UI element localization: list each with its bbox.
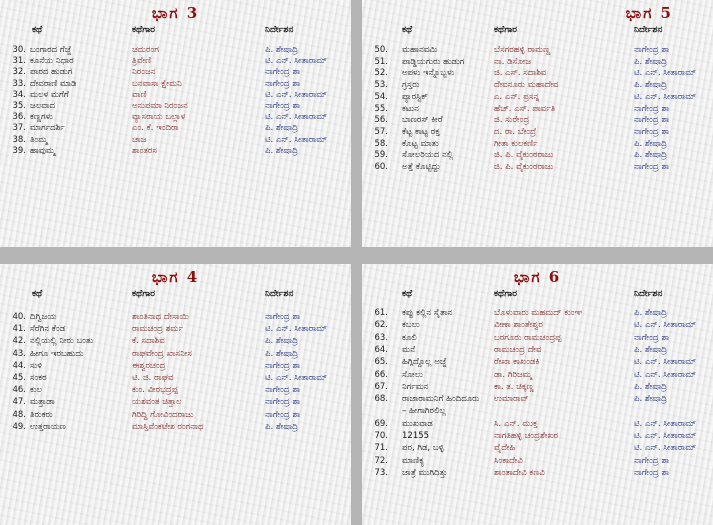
table-row bbox=[362, 103, 713, 115]
row-number: 64. bbox=[374, 344, 388, 355]
row-number: 52. bbox=[374, 68, 388, 79]
story-director: ಪಿ. ಶೇಷಾದ್ರಿ bbox=[634, 56, 667, 67]
story-title: ಸೋಲು bbox=[402, 369, 423, 380]
row-number: 38. bbox=[12, 134, 26, 145]
story-director: ಟಿ. ಎನ್. ಸೀತಾರಾಮ್ bbox=[634, 320, 697, 331]
story-writer: ಚದುರಂಗ bbox=[132, 45, 159, 55]
table-row bbox=[362, 467, 713, 479]
story-title: ಅತ್ತೆ ಕೊಟ್ಟಿದ್ದು bbox=[402, 162, 441, 172]
row-number: 41. bbox=[12, 324, 26, 335]
story-title: ಸೋಲರಿಯದ ನಲ್ಲಿ bbox=[402, 150, 454, 161]
row-number: 39. bbox=[12, 145, 26, 156]
table-row bbox=[362, 332, 713, 344]
table-row bbox=[362, 405, 713, 417]
story-director: ಟಿ. ಎನ್. ಸೀತಾರಾಮ್ bbox=[265, 112, 328, 123]
table-row bbox=[362, 44, 713, 56]
story-writer: ವೀಣಾ ಶಾಂತೇಶ್ವರ bbox=[494, 320, 543, 331]
row-number: 45. bbox=[12, 373, 26, 383]
panel-title: ಭಾಗ 5 bbox=[625, 4, 673, 22]
story-director: ನಾಗೇಂದ್ರ ಶಾ bbox=[634, 126, 670, 137]
story-title: ಕೆಟ್ಟ ಕಾಟ್ಟ ರಕ್ತ bbox=[402, 126, 440, 137]
row-number: 61. bbox=[374, 308, 388, 318]
story-director: ನಾಗೇಂದ್ರ ಶಾ bbox=[634, 103, 670, 114]
panel-part-3 bbox=[0, 0, 351, 247]
row-number: 58. bbox=[374, 138, 388, 149]
story-director: ಟಿ. ಎನ್. ಸೀತಾರಾಮ್ bbox=[265, 89, 328, 100]
story-writer: ವಾಣಿ bbox=[132, 89, 147, 100]
table-row bbox=[362, 393, 713, 405]
table-row bbox=[0, 89, 351, 101]
story-title: ಮಹಾನವಮಿ bbox=[402, 45, 438, 55]
story-director: ಪಿ. ಶೇಷಾದ್ರಿ bbox=[634, 150, 667, 161]
story-title: ಹಿಗ್ಗಿದ್ದೊಲ್ಲ ಅಜ್ಜೆ bbox=[402, 357, 447, 368]
story-writer: ಸಿ. ಎನ್. ಮುಕ್ತ bbox=[494, 418, 538, 429]
story-title: ಮನೆ bbox=[402, 344, 416, 355]
story-title: 12155 bbox=[402, 431, 430, 441]
column-headers bbox=[362, 289, 713, 303]
table-row bbox=[0, 360, 351, 372]
story-writer: ಬನವಾಸಾ ಕ್ಷೇಮನಿ bbox=[132, 78, 182, 89]
story-writer: ದ. ರಾ. ಬೇಂದ್ರೆ bbox=[494, 126, 537, 137]
story-writer: ಜಿ. ಎಸ್. ಸದಾಶಿವ bbox=[494, 68, 547, 79]
table-row bbox=[362, 418, 713, 430]
story-title: ಪರ, ಗಿಡ, ಬಳ್ಳಿ bbox=[402, 443, 444, 454]
story-title: ಜಲವಾದ bbox=[30, 101, 56, 111]
row-number: 32. bbox=[12, 67, 26, 78]
header-story: ಕಥೆ bbox=[32, 25, 43, 35]
story-director: ಟಿ. ಎನ್. ಸೀತಾರಾಮ್ bbox=[265, 373, 328, 383]
story-title: ಜಾತ್ರೆ ಮುಗಿದಿತ್ತು bbox=[402, 467, 448, 478]
story-writer: ಬೊಳುವಾರು ಮಹಮದ್ ಕುಂಞ bbox=[494, 308, 583, 318]
table-row bbox=[362, 430, 713, 442]
table-row bbox=[0, 44, 351, 56]
story-director: ಟಿ. ಎನ್. ಸೀತಾರಾಮ್ bbox=[634, 91, 697, 102]
row-number: 33. bbox=[12, 78, 26, 89]
table-row bbox=[362, 455, 713, 467]
story-writer: ವ್ಯಾಸರಾಯ ಬಲ್ಲಾಳ bbox=[132, 112, 186, 123]
table-row bbox=[0, 311, 351, 323]
story-title: ಕಟುನ bbox=[402, 103, 419, 114]
story-director: ಪಿ. ಶೇಷಾದ್ರಿ bbox=[634, 394, 667, 405]
story-writer: ಗಿರಿದ್ದಿ ಗೋವಿಂದರಾಜು bbox=[132, 409, 194, 420]
story-writer: ಡಾ. ಗಿರಿಜಮ್ಮ bbox=[494, 369, 532, 380]
story-title: ಬಾಣರಸ್ ಕೀರೆ bbox=[402, 115, 443, 126]
story-writer: ತ್ರಿವೇಣಿ bbox=[132, 56, 152, 67]
column-headers bbox=[0, 25, 351, 39]
story-title: ಕೊಟ್ಟ ಮಾತು bbox=[402, 138, 439, 149]
story-director: ಪಿ. ಶೇಷಾದ್ರಿ bbox=[265, 336, 298, 347]
story-title: ಕೂನೆಯ ನಿಧಾರ bbox=[30, 56, 74, 67]
story-title: – ಹೀಗಾಗಿರಲಿಲ್ಲ bbox=[402, 406, 446, 417]
row-number: 62. bbox=[374, 320, 388, 331]
table-row bbox=[0, 100, 351, 112]
story-title: ತಿಂಮ್ಮ bbox=[30, 134, 48, 145]
story-title: ಬಂಗಾರದ ಗೆಜ್ಜೆ bbox=[30, 45, 72, 55]
table-row bbox=[0, 372, 351, 384]
row-number: 60. bbox=[374, 162, 388, 172]
story-writer: ರಾಮಚಂದ್ರ ಶರ್ಮ bbox=[132, 324, 183, 335]
table-row bbox=[0, 111, 351, 123]
row-number: 66. bbox=[374, 369, 388, 380]
table-row bbox=[362, 356, 713, 368]
story-writer: ರಾಮಚಂದ್ರ ದೇವ bbox=[494, 344, 542, 355]
story-director: ಟಿ. ಎನ್. ಸೀತಾರಾಮ್ bbox=[634, 369, 697, 380]
story-director: ಪಿ. ಶೇಷಾದ್ರಿ bbox=[634, 381, 667, 392]
table-row bbox=[0, 66, 351, 78]
row-number: 47. bbox=[12, 397, 26, 408]
header-writer: ಕಥೆಗಾರ bbox=[132, 289, 156, 299]
story-director: ಟಿ. ಎನ್. ಸೀತಾರಾಮ್ bbox=[634, 68, 697, 79]
story-writer: ಕೆ. ಸದಾಶಿವ bbox=[132, 336, 165, 347]
table-row bbox=[0, 384, 351, 396]
panel-part-6 bbox=[362, 264, 713, 525]
header-writer: ಕಥೆಗಾರ bbox=[494, 25, 518, 35]
story-title: ಅಪಳು ಇನ್ನೊಬ್ಬಳು bbox=[402, 68, 455, 79]
table-row bbox=[0, 335, 351, 347]
table-row bbox=[362, 79, 713, 91]
table-row bbox=[362, 149, 713, 161]
story-title: ಹೀಗೂ ಇರಬಹುದು bbox=[30, 348, 84, 359]
story-writer: ನಾಗತಿಹಳ್ಳಿ ಚಂದ್ರಶೇಖರ bbox=[494, 431, 559, 441]
table-row bbox=[0, 348, 351, 360]
story-title: ಕಬಲು bbox=[402, 320, 420, 331]
row-number: 49. bbox=[12, 421, 26, 432]
story-title: ಕಣ್ಣಗಳು bbox=[30, 112, 53, 123]
story-director: ನಾಗೇಂದ್ರ ಶಾ bbox=[265, 312, 301, 322]
story-director: ಟಿ. ಎನ್. ಸೀತಾರಾಮ್ bbox=[265, 324, 328, 335]
table-row bbox=[0, 323, 351, 335]
row-number: 63. bbox=[374, 332, 388, 343]
row-number: 53. bbox=[374, 80, 388, 91]
story-writer: ಶಾಂತಾದೇವಿ ಕಣವಿ bbox=[494, 467, 545, 478]
story-writer: ಉಮಾರಾವ್ bbox=[494, 394, 529, 405]
story-writer: ಶಾಂತಿನಾಥ ದೇಸಾಯಿ bbox=[132, 312, 189, 322]
header-director: ನಿರ್ದೇಶನ bbox=[634, 25, 663, 35]
story-writer: ಚಾಜ bbox=[132, 134, 147, 145]
table-row bbox=[362, 344, 713, 356]
story-title: ಉತ್ತರಾಯಣ bbox=[30, 421, 66, 432]
panel-title: ಭಾಗ 4 bbox=[151, 268, 200, 286]
story-director: ನಾಗೇಂದ್ರ ಶಾ bbox=[265, 67, 301, 78]
story-writer: ಕುಂ. ವೀರಭದ್ರಪ್ಪ bbox=[132, 385, 178, 396]
story-writer: ಯಶವಂತ ಚಿತ್ತಾಲ bbox=[132, 397, 182, 408]
table-row bbox=[362, 381, 713, 393]
story-writer: ರಾಘವೇಂದ್ರ ಖಾಸನೀಸ bbox=[132, 348, 192, 359]
row-number: 34. bbox=[12, 89, 26, 100]
panel-part-4 bbox=[0, 264, 351, 525]
row-number: 44. bbox=[12, 360, 26, 371]
story-writer: ಟಿ. ಜಿ. ರಾಘವ bbox=[132, 373, 174, 383]
story-director: ಪಿ. ಶೇಷಾದ್ರಿ bbox=[634, 138, 667, 149]
story-writer: ನಾ. ಡಿಸೋಜ bbox=[494, 56, 531, 67]
row-number: 37. bbox=[12, 123, 26, 134]
row-number: 69. bbox=[374, 418, 388, 429]
row-number: 59. bbox=[374, 150, 388, 161]
story-director: ನಾಗೇಂದ್ರ ಶಾ bbox=[265, 101, 301, 111]
story-title: ನಿರ್ಗಮನ bbox=[402, 381, 429, 392]
header-director: ನಿರ್ದೇಶನ bbox=[265, 25, 294, 35]
story-title: ಕೂಲಿ bbox=[402, 332, 417, 343]
table-row bbox=[0, 409, 351, 421]
table-row bbox=[362, 319, 713, 331]
story-writer: ಗೀತಾ ಕುಲಕರ್ಣಿ bbox=[494, 138, 538, 149]
story-director: ಪಿ. ಶೇಷಾದ್ರಿ bbox=[265, 421, 298, 432]
table-row bbox=[0, 55, 351, 67]
table-row bbox=[0, 78, 351, 90]
story-writer: ಬೆಸಗರಹಳ್ಳಿ ರಾಮಣ್ಣ bbox=[494, 45, 551, 55]
story-title: ಪ್ಯಾರಸ್ಟಿಕ್ bbox=[402, 91, 428, 102]
row-number: 46. bbox=[12, 385, 26, 396]
story-director: ನಾಗೇಂದ್ರ ಶಾ bbox=[634, 455, 670, 466]
story-writer: ಎ. ಎನ್. ಪ್ರಸನ್ನ bbox=[494, 91, 540, 102]
header-story: ಕಥೆ bbox=[402, 25, 413, 35]
story-title: ಸೆರೆಗಿನ ಕೆಂಡ bbox=[30, 324, 66, 335]
row-number: 55. bbox=[374, 103, 388, 114]
story-writer: ಸಿಂಕಾದೇವಿ bbox=[494, 455, 523, 466]
row-number: 50. bbox=[374, 45, 388, 55]
story-writer: ರೇಖಾ ಕಾಖಂಡಕಿ bbox=[494, 357, 540, 368]
story-writer: ನಿರಂಜನ bbox=[132, 67, 156, 78]
story-title: ತಿರುಕರು bbox=[30, 409, 53, 420]
story-director: ಟಿ. ಎನ್. ಸೀತಾರಾಮ್ bbox=[265, 134, 328, 145]
column-headers bbox=[0, 289, 351, 303]
vertical-divider bbox=[351, 0, 362, 525]
row-number: 31. bbox=[12, 56, 26, 67]
story-director: ನಾಗೇಂದ್ರ ಶಾ bbox=[265, 397, 301, 408]
story-director: ಟಿ. ಎನ್. ಸೀತಾರಾಮ್ bbox=[265, 56, 328, 67]
row-number: 57. bbox=[374, 126, 388, 137]
story-writer: ಕಾ. ತ. ಚಿಕ್ಕಣ್ಣ bbox=[494, 381, 534, 392]
story-title: ದೇವರಾಣಿ ಮಾಡಿ bbox=[30, 78, 77, 89]
table-row bbox=[0, 421, 351, 433]
header-story: ಕಥೆ bbox=[32, 289, 43, 299]
story-director: ನಾಗೇಂದ್ರ ಶಾ bbox=[634, 115, 670, 126]
row-number: 70. bbox=[374, 431, 388, 441]
story-writer: ಜಿ. ಪಿ. ವೈಕುಂಠರಾಜು bbox=[494, 150, 554, 161]
story-director: ಟಿ. ಎನ್. ಸೀತಾರಾಮ್ bbox=[634, 431, 697, 441]
row-number: 35. bbox=[12, 101, 26, 111]
table-row bbox=[362, 114, 713, 126]
story-director: ಪಿ. ಶೇಷಾದ್ರಿ bbox=[634, 80, 667, 91]
story-title: ದಿಗ್ವಿಜಯ bbox=[30, 312, 57, 322]
story-writer: ಶಾಂತರಸ bbox=[132, 145, 157, 156]
row-number: 51. bbox=[374, 56, 388, 67]
row-number: 71. bbox=[374, 443, 388, 454]
story-writer: ಈಶ್ವರಚಂದ್ರ bbox=[132, 360, 166, 371]
story-title: ಮಾರ್ಗದರ್ಶಿ bbox=[30, 123, 65, 134]
story-title: ಮತ್ತಾಡಾ bbox=[30, 397, 55, 408]
story-title: ಮಲಳ ಮಗೆಗೆ bbox=[30, 89, 69, 100]
table-row bbox=[362, 138, 713, 150]
story-writer: ಹೆಚ್. ಎಸ್. ಪಾರ್ವತಿ bbox=[494, 103, 556, 114]
row-number: 30. bbox=[12, 45, 26, 55]
table-row bbox=[362, 307, 713, 319]
story-director: ನಾಗೇಂದ್ರ ಶಾ bbox=[265, 78, 301, 89]
story-title: ಪಾರದ ಹುಡುಗ bbox=[30, 67, 73, 78]
story-director: ಪಿ. ಶೇಷಾದ್ರಿ bbox=[634, 308, 667, 318]
panel-title: ಭಾಗ 3 bbox=[151, 4, 200, 22]
table-row bbox=[362, 56, 713, 68]
row-number: 36. bbox=[12, 112, 26, 123]
row-number: 72. bbox=[374, 455, 388, 466]
story-title: ಸಂಕರ bbox=[30, 373, 47, 383]
panel-title: ಭಾಗ 6 bbox=[513, 268, 562, 286]
story-writer: ಅನುಪಮಾ ನಿರಂಜನ bbox=[132, 101, 188, 111]
story-title: ಸುಳಿ bbox=[30, 360, 42, 371]
story-director: ಟಿ. ಎನ್. ಸೀತಾರಾಮ್ bbox=[634, 418, 697, 429]
story-title: ನಲ್ಲಿಯಲ್ಲಿ ನೀರು ಬಂತು bbox=[30, 336, 94, 347]
row-number: 68. bbox=[374, 394, 388, 405]
header-writer: ಕಥೆಗಾರ bbox=[494, 289, 518, 299]
story-director: ಪಿ. ಶೇಷಾದ್ರಿ bbox=[265, 348, 298, 359]
story-writer: ಬರಗೂರು ರಾಮಚಂದ್ರಪ್ಪ bbox=[494, 332, 562, 343]
row-number: 54. bbox=[374, 91, 388, 102]
table-row bbox=[0, 134, 351, 146]
table-row bbox=[0, 396, 351, 408]
story-title: ಕುಲ bbox=[30, 385, 43, 396]
story-writer: ಮಾಸ್ತಿವೆಂಕಟೇಶ ರಂಗನಾಥ bbox=[132, 421, 204, 432]
row-number: 67. bbox=[374, 381, 388, 392]
story-director: ನಾಗೇಂದ್ರ ಶಾ bbox=[634, 332, 670, 343]
story-director: ನಾಗೇಂದ್ರ ಶಾ bbox=[265, 385, 301, 396]
row-number: 40. bbox=[12, 312, 26, 322]
story-director: ನಾಗೇಂದ್ರ ಶಾ bbox=[265, 409, 301, 420]
table-row bbox=[362, 442, 713, 454]
row-number: 65. bbox=[374, 357, 388, 368]
story-director: ಪಿ. ಶೇಷಾದ್ರಿ bbox=[265, 123, 298, 134]
story-director: ಪಿ. ಶೇಷಾದ್ರಿ bbox=[265, 45, 298, 55]
story-title: ಹಾವುಮ್ಮ bbox=[30, 145, 56, 156]
header-story: ಕಥೆ bbox=[402, 289, 413, 299]
row-number: 43. bbox=[12, 348, 26, 359]
story-title: ಪಾಡ್ಡಿಯಗುರು ಹುಡುಗ bbox=[402, 56, 465, 67]
table-row bbox=[362, 126, 713, 138]
row-number: 48. bbox=[12, 409, 26, 420]
story-writer: ವೈದೇಹಿ bbox=[494, 443, 516, 454]
panel-part-5 bbox=[362, 0, 713, 247]
column-headers bbox=[362, 25, 713, 39]
story-title: ರಾಜಾರಾಮನಿಗೆ ಹಿಂದಿದೂರು bbox=[402, 394, 480, 405]
row-number: 56. bbox=[374, 115, 388, 126]
story-director: ಪಿ. ಶೇಷಾದ್ರಿ bbox=[634, 344, 667, 355]
story-title: ಗ್ರಸ್ತರು bbox=[402, 80, 420, 91]
story-director: ನಾಗೇಂದ್ರ ಶಾ bbox=[265, 360, 301, 371]
story-writer: ದೇವನೂರು ಮಹಾದೇವ bbox=[494, 80, 559, 91]
story-title: ಮುಖವಾಡ bbox=[402, 418, 433, 429]
story-director: ನಾಗೇಂದ್ರ ಶಾ bbox=[634, 45, 670, 55]
header-writer: ಕಥೆಗಾರ bbox=[132, 25, 156, 35]
story-director: ಪಿ. ಶೇಷಾದ್ರಿ bbox=[265, 145, 298, 156]
row-number: 73. bbox=[374, 467, 388, 478]
table-row bbox=[362, 91, 713, 103]
story-writer: ಜಿ. ಸುರೇಂದ್ರ bbox=[494, 115, 530, 126]
story-director: ನಾಗೇಂದ್ರ ಶಾ bbox=[634, 162, 670, 172]
story-director: ಟಿ. ಎನ್. ಸೀತಾರಾಮ್ bbox=[634, 357, 697, 368]
story-writer: ಜಿ. ಪಿ. ವೈಕುಂಠರಾಜು bbox=[494, 162, 554, 172]
story-writer: ಎಂ. ಕೆ. ಇಂದಿರಾ bbox=[132, 123, 179, 134]
story-director: ಟಿ. ಎನ್. ಸೀತಾರಾಮ್ bbox=[634, 443, 697, 454]
table-row bbox=[362, 67, 713, 79]
header-director: ನಿರ್ದೇಶನ bbox=[265, 289, 294, 299]
story-title: ಕಪ್ಪು ಕಲ್ಲಿನ ಸೈತಾನ bbox=[402, 308, 453, 318]
table-row bbox=[0, 145, 351, 157]
row-number: 42. bbox=[12, 336, 26, 347]
story-director: ನಾಗೇಂದ್ರ ಶಾ bbox=[634, 467, 670, 478]
header-director: ನಿರ್ದೇಶನ bbox=[634, 289, 663, 299]
table-row bbox=[362, 369, 713, 381]
story-title: ಮಾಣಿಕ್ಯ bbox=[402, 455, 425, 466]
table-row bbox=[362, 161, 713, 173]
table-row bbox=[0, 122, 351, 134]
